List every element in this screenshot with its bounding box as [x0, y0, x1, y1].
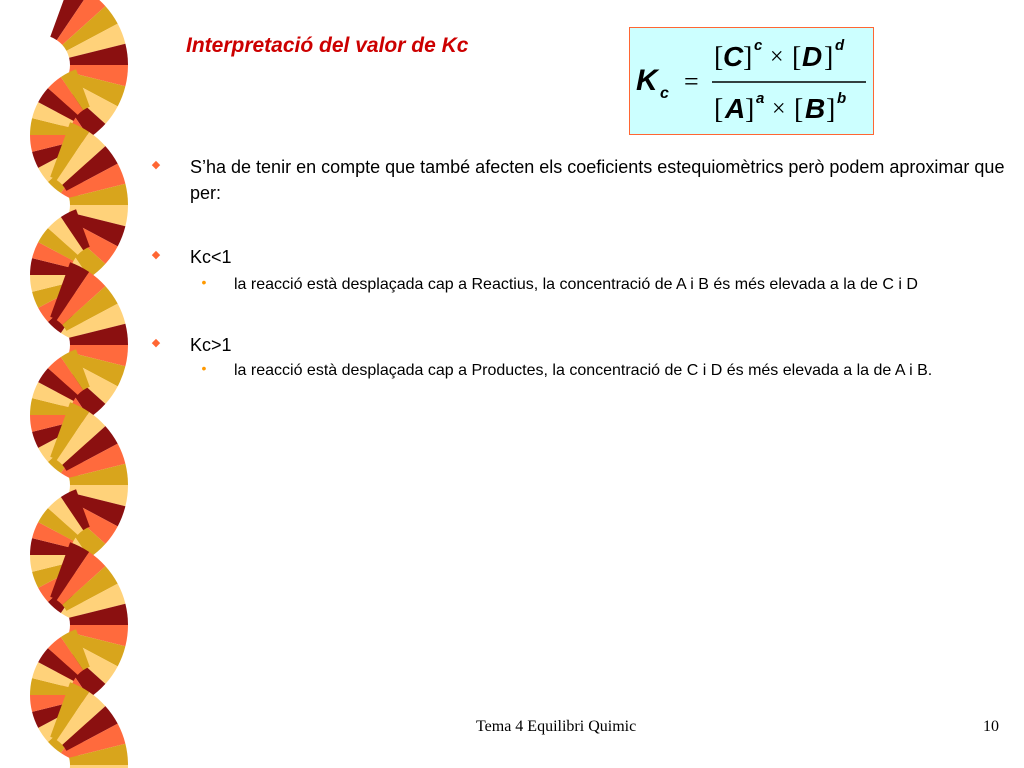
dot-bullet-icon: • — [201, 274, 207, 290]
formula-equals: = — [684, 67, 699, 96]
slide-title: Interpretació del valor de Kc — [186, 34, 469, 57]
den-term-1: A — [725, 93, 746, 124]
sub-bullet-text: la reacció està desplaçada cap a Reactius, la concentració de A i B és més elevada a la de C i D — [234, 276, 918, 293]
bullet-item — [150, 154, 1010, 206]
page-number: 10 — [983, 718, 999, 735]
formula-lhs: K — [636, 64, 658, 97]
bullet-item — [150, 244, 1010, 270]
num-exp-1: c — [754, 37, 763, 54]
slide-footer: Tema 4 Equilibri Quimic — [476, 718, 637, 735]
num-term-2: D — [802, 41, 823, 72]
num-exp-2: d — [835, 37, 845, 54]
num-bracket-close-1: ] — [743, 42, 753, 73]
den-exp-2: b — [837, 90, 847, 107]
bullet-text: Kc<1 — [190, 247, 232, 267]
den-bracket-close-2: ] — [826, 94, 836, 125]
diamond-bullet-icon: ◆ — [151, 159, 161, 171]
den-exp-1: a — [756, 90, 765, 107]
sub-bullet-item — [198, 274, 998, 296]
diamond-bullet-icon: ◆ — [151, 249, 161, 261]
sub-bullet-item — [198, 360, 998, 382]
num-times: × — [770, 44, 784, 70]
den-term-2: B — [805, 93, 826, 124]
num-bracket-open-1: [ — [714, 42, 724, 73]
equilibrium-constant-formula — [629, 27, 874, 135]
bullet-item — [150, 332, 1010, 358]
den-bracket-open-2: [ — [794, 94, 804, 125]
den-bracket-open-1: [ — [714, 94, 724, 125]
den-times: × — [772, 96, 786, 122]
den-bracket-close-1: ] — [745, 94, 755, 125]
decorative-fan-border — [0, 0, 140, 768]
num-term-1: C — [723, 41, 744, 72]
num-bracket-open-2: [ — [792, 42, 802, 73]
dot-bullet-icon: • — [201, 360, 207, 376]
sub-bullet-text: la reacció està desplaçada cap a Productes, la concentració de C i D és més elevada a la de A i B. — [234, 362, 933, 379]
num-bracket-close-2: ] — [824, 42, 834, 73]
formula-lhs-subscript: c — [660, 85, 669, 102]
bullet-text: S’ha de tenir en compte que també afecten els coeficients estequiomètrics però podem aproximar que per: — [190, 157, 1005, 203]
diamond-bullet-icon: ◆ — [151, 337, 161, 349]
bullet-text: Kc>1 — [190, 335, 232, 355]
